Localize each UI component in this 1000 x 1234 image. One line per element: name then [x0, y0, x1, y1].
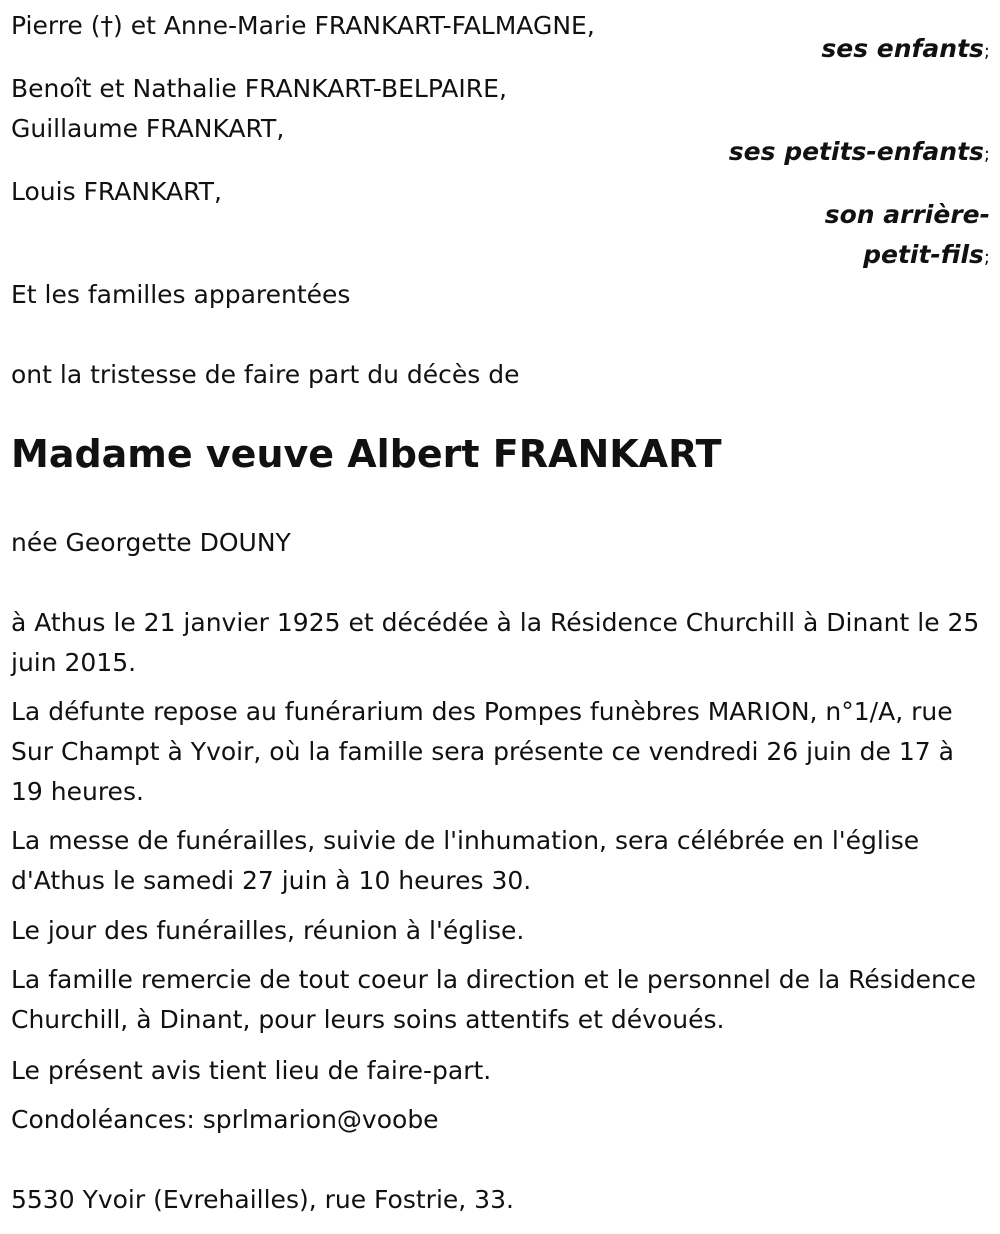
condolences-paragraph: Condoléances: sprlmarion@voobe [11, 1105, 439, 1134]
grandchild-name-2: Guillaume FRANKART, [11, 114, 285, 143]
thanks-paragraph: La famille remercie de tout coeur la direction et le personnel de la Résidence Churchill, à Dinant, pour leurs soins attentifs et dévoués. [11, 965, 976, 1034]
role-separator: ; [983, 247, 990, 268]
maiden-name: née Georgette DOUNY [11, 528, 291, 557]
announcement-intro: ont la tristesse de faire part du décès de [11, 360, 520, 389]
greatgrandson-role-text: petit-fils [863, 240, 984, 269]
gathering-paragraph: Le jour des funérailles, réunion à l'église. [11, 916, 525, 945]
grandchildren-role-text: ses petits-enfants [728, 137, 984, 166]
greatgrandson-role-line-1: son arrière- [824, 200, 990, 229]
mass-paragraph: La messe de funérailles, suivie de l'inhumation, sera célébrée en l'église d'Athus le samedi 27 juin à 10 heures 30. [11, 826, 920, 895]
grandchildren-role [729, 132, 990, 175]
family-address: 5530 Yvoir (Evrehailles), rue Fostrie, 33. [11, 1185, 514, 1214]
related-families: Et les familles apparentées [11, 280, 351, 309]
greatgrandson-role-line-2 [863, 235, 990, 278]
children-role [821, 29, 990, 72]
funerarium-paragraph: La défunte repose au funérarium des Pompes funèbres MARION, n°1/A, rue Sur Champt à Yvoir, où la famille sera présente ce vendredi 26 juin de 17 à 19 heures. [11, 697, 954, 806]
greatgrandson-name: Louis FRANKART, [11, 177, 222, 206]
birth-death-paragraph: à Athus le 21 janvier 1925 et décédée à la Résidence Churchill à Dinant le 25 juin 2015. [11, 608, 980, 677]
notice-paragraph: Le présent avis tient lieu de faire-part. [11, 1056, 492, 1085]
grandchild-name-1: Benoît et Nathalie FRANKART-BELPAIRE, [11, 74, 507, 103]
children-role-text: ses enfants [821, 34, 984, 63]
role-separator: ; [983, 41, 990, 62]
children-names: Pierre (†) et Anne-Marie FRANKART-FALMAGNE, [11, 11, 595, 40]
deceased-name: Madame veuve Albert FRANKART [11, 432, 722, 476]
role-separator: ; [983, 144, 990, 165]
